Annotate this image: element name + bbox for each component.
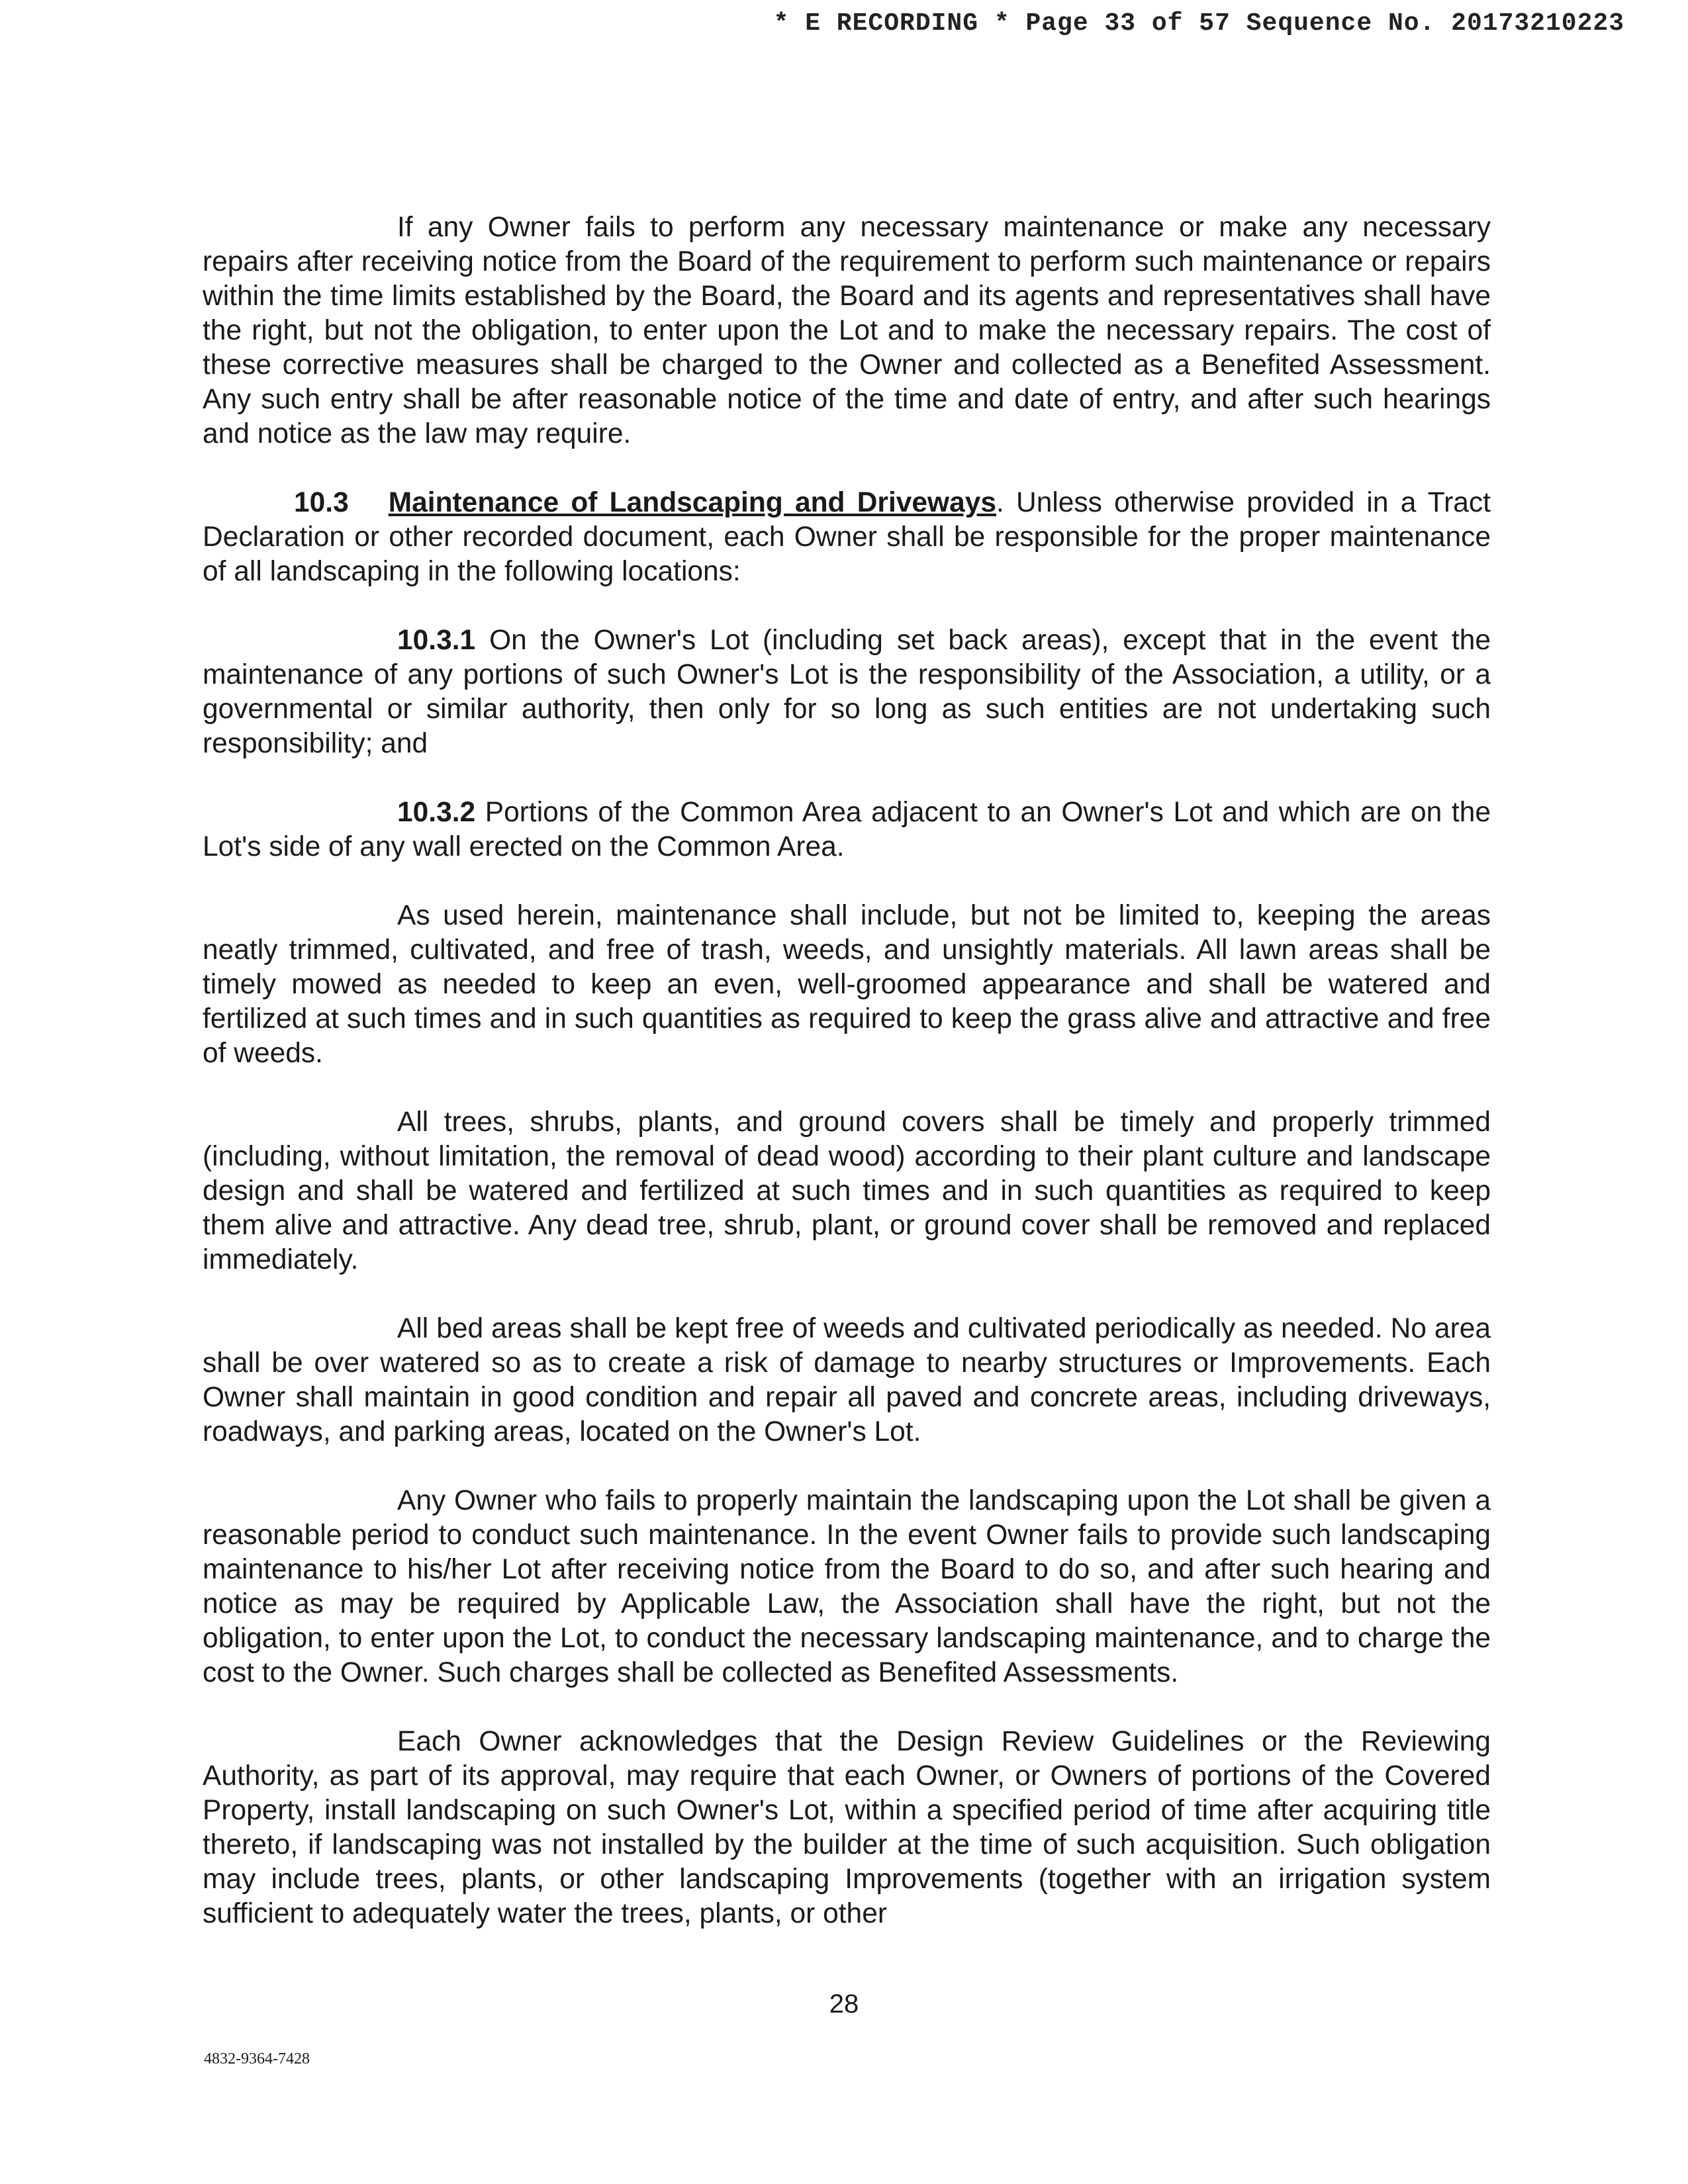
document-id: 4832-9364-7428 (204, 2050, 310, 2068)
paragraph-bed-areas: All bed areas shall be kept free of weeds and cultivated periodically as needed. No area shall be over watered so as to create a risk of damage to nearby structures or Improvements. Each Owner shall maintain in good condition and repair all paved and concrete areas, including driveways, roadways, and parking areas, located on the Owner's Lot. (203, 1313, 1491, 1447)
recording-header: * E RECORDING * Page 33 of 57 Sequence No. 20173210223 (773, 9, 1624, 38)
subsection-text: Portions of the Common Area adjacent to an Owner's Lot and which are on the Lot's side of any wall erected on the Common Area. (203, 797, 1491, 862)
subsection-number: 10.3.1 (397, 625, 476, 656)
section-text: . Unless otherwise provided in a Tract Declaration or other recorded document, each Owner shall be responsible for the proper maintenance of all landscaping in the following locations: (203, 487, 1491, 587)
section-10-3-1 (203, 623, 1491, 761)
section-number: 10.3 (294, 487, 349, 518)
paragraph-maintenance-definition: As used herein, maintenance shall include, but not be limited to, keeping the areas neatly trimmed, cultivated, and free of trash, weeds, and unsightly materials. All lawn areas shall be timely mowed as needed to keep an even, well-groomed appearance and shall be watered and fertilized at such times and in such quantities as required to keep the grass alive and attractive and free of weeds. (203, 900, 1491, 1069)
subsection-number: 10.3.2 (397, 797, 476, 828)
paragraph-owner-acknowledges: Each Owner acknowledges that the Design Review Guidelines or the Reviewing Authority, as part of its approval, may require that each Owner, or Owners of portions of the Covered Property, install landscaping on such Owner's Lot, within a specified period of time after acquiring title thereto, if landscaping was not installed by the builder at the time of such acquisition. Such obligation may include trees, plants, or other landscaping Improvements (together with an irrigation system sufficient to adequately water the trees, plants, or other (203, 1726, 1491, 1929)
section-10-3 (203, 486, 1491, 589)
paragraph-owner-fails: Any Owner who fails to properly maintain the landscaping upon the Lot shall be given a reasonable period to conduct such maintenance. In the event Owner fails to provide such landscaping maintenance to his/her Lot after receiving notice from the Board to do so, and after such hearing and notice as may be required by Applicable Law, the Association shall have the right, but not the obligation, to enter upon the Lot, to conduct the necessary landscaping maintenance, and to charge the cost to the Owner. Such charges shall be collected as Benefited Assessments. (203, 1485, 1491, 1688)
subsection-text: On the Owner's Lot (including set back areas), except that in the event the maintenance of any portions of such Owner's Lot is the responsibility of the Association, a utility, or a governmental or similar authority, then only for so long as such entities are not undertaking such responsibility; and (203, 625, 1491, 759)
document-body (203, 210, 1491, 1966)
section-10-3-2 (203, 796, 1491, 864)
page-number: 28 (829, 1989, 859, 2019)
paragraph-corrective-repairs: If any Owner fails to perform any necessary maintenance or make any necessary repairs after receiving notice from the Board of the requirement to perform such maintenance or repairs within the time limits established by the Board, the Board and its agents and representatives shall have the right, but not the obligation, to enter upon the Lot and to make the necessary repairs. The cost of these corrective measures shall be charged to the Owner and collected as a Benefited Assessment. Any such entry shall be after reasonable notice of the time and date of entry, and after such hearings and notice as the law may require. (203, 212, 1491, 449)
paragraph-trees-shrubs: All trees, shrubs, plants, and ground covers shall be timely and properly trimmed (including, without limitation, the removal of dead wood) according to their plant culture and landscape design and shall be watered and fertilized at such times and in such quantities as required to keep them alive and attractive. Any dead tree, shrub, plant, or ground cover shall be removed and replaced immediately. (203, 1107, 1491, 1275)
section-heading: Maintenance of Landscaping and Driveways (388, 487, 996, 518)
